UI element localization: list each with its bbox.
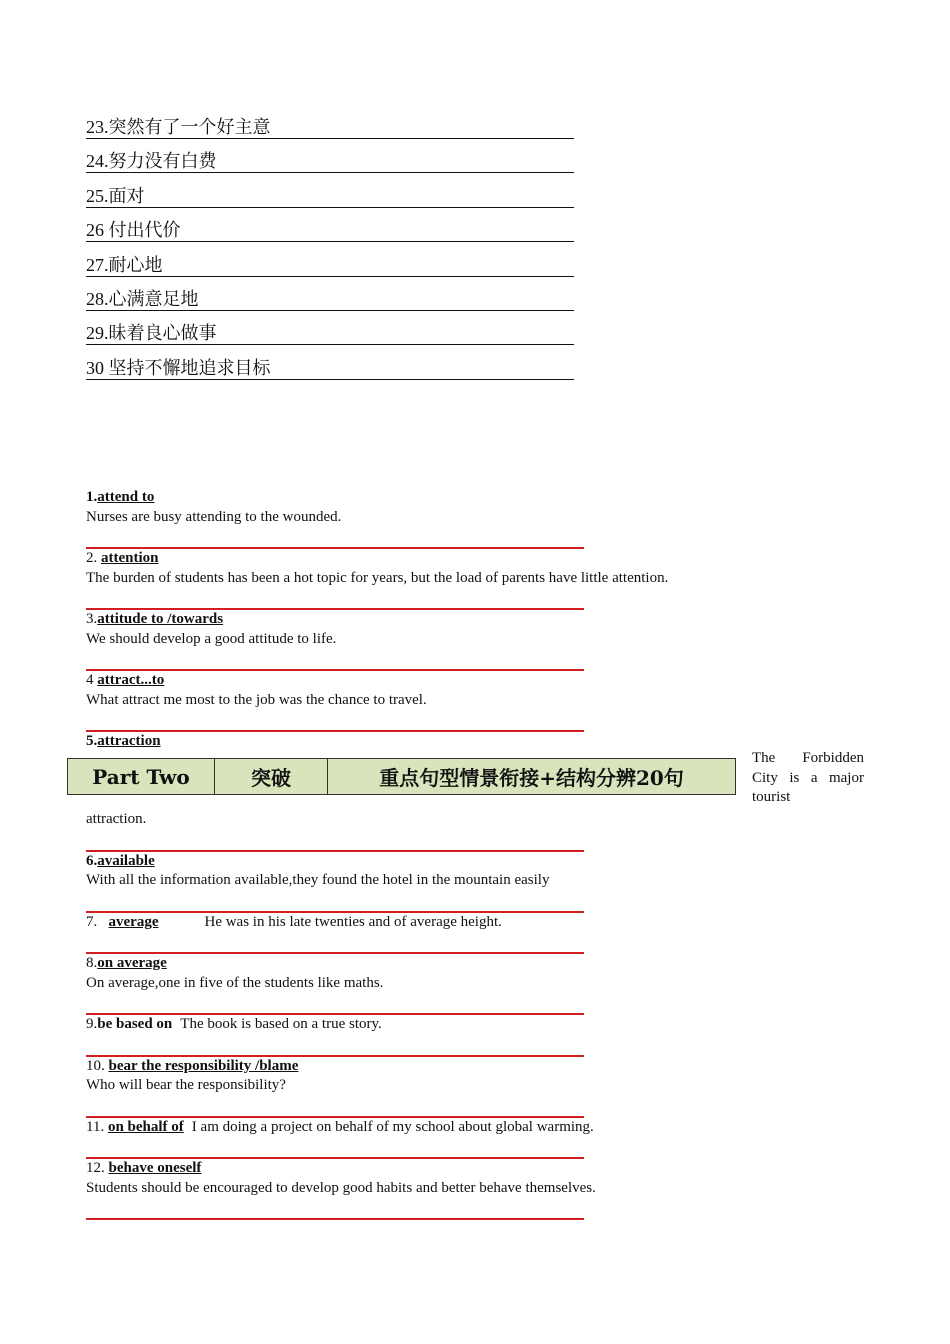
section-banner bbox=[67, 758, 736, 795]
entry-term: be based on bbox=[97, 1016, 173, 1032]
answer-blank[interactable] bbox=[320, 150, 574, 173]
entry-example: The book is based on a true story. bbox=[180, 1016, 382, 1032]
entry-term: attract...to bbox=[97, 672, 165, 688]
phrase-label: 29.昧着良心做事 bbox=[86, 322, 320, 345]
entry-heading: 8.on average bbox=[86, 955, 167, 971]
entry-heading: 2. attention bbox=[86, 550, 159, 566]
entry-heading: 11. on behalf of I am doing a project on behalf of my school about global warming. bbox=[86, 1118, 594, 1135]
entry-example: Nurses are busy attending to the wounded. bbox=[86, 508, 342, 525]
vocab-entry-7 bbox=[86, 913, 766, 955]
phrase-row bbox=[86, 219, 586, 253]
entry-term: on behalf of bbox=[107, 1118, 184, 1135]
vocab-entry-9 bbox=[86, 1015, 766, 1057]
phrase-label: 23.突然有了一个好主意 bbox=[86, 116, 320, 139]
vocab-entry-3 bbox=[86, 610, 766, 671]
floating-text-box bbox=[752, 749, 864, 808]
entry-example: What attract me most to the job was the chance to travel. bbox=[86, 691, 427, 708]
entry-heading: 1.attend to bbox=[86, 489, 155, 505]
phrase-row bbox=[86, 116, 586, 150]
float-line: tourist bbox=[752, 789, 791, 805]
answer-blank[interactable] bbox=[320, 116, 574, 139]
float-line: The Forbidden bbox=[752, 750, 864, 766]
vocab-entry-4 bbox=[86, 671, 766, 732]
entry-heading: 10. bear the responsibility /blame bbox=[86, 1057, 299, 1074]
entry-term: attitude to /towards bbox=[97, 611, 224, 627]
entry-example: Who will bear the responsibility? bbox=[86, 1077, 286, 1093]
answer-blank[interactable] bbox=[320, 254, 574, 277]
vocab-entry-11 bbox=[86, 1118, 766, 1160]
entry-heading: 9.be based on The book is based on a true story. bbox=[86, 1016, 382, 1032]
entry-term: attraction bbox=[97, 733, 161, 749]
entry-term: bear the responsibility /blame bbox=[108, 1057, 299, 1074]
answer-blank[interactable] bbox=[320, 357, 574, 380]
entry-term: attend to bbox=[97, 489, 155, 505]
entry-heading: 7. average He was in his late twenties and of average height. bbox=[86, 913, 502, 930]
entry-term: available bbox=[97, 852, 155, 869]
vocab-entry-10 bbox=[86, 1057, 766, 1118]
vocab-entry-6 bbox=[86, 852, 766, 913]
entry-example: On average,one in five of the students like maths. bbox=[86, 974, 384, 991]
entry-term: behave oneself bbox=[108, 1160, 202, 1176]
entry-heading: 3.attitude to /towards bbox=[86, 611, 224, 627]
phrase-label: 25.面对 bbox=[86, 185, 320, 208]
entry-example: He was in his late twenties and of average height. bbox=[204, 913, 502, 930]
answer-line[interactable] bbox=[86, 1218, 584, 1220]
entry-example: attraction. bbox=[86, 811, 147, 827]
phrase-row bbox=[86, 357, 586, 391]
vocab-entry-12 bbox=[86, 1159, 766, 1220]
entry-example: I am doing a project on behalf of my school about global warming. bbox=[191, 1118, 594, 1135]
entry-example: The burden of students has been a hot topic for years, but the load of parents have little attention. bbox=[86, 569, 669, 586]
phrase-label: 30 坚持不懈地追求目标 bbox=[86, 357, 320, 380]
phrase-label: 27.耐心地 bbox=[86, 254, 320, 277]
entry-heading: 4 attract...to bbox=[86, 672, 165, 688]
float-line: City is a major bbox=[752, 769, 864, 786]
banner-part: Part Two bbox=[68, 759, 215, 794]
banner-topic: 重点句型情景衔接+结构分辨20句 bbox=[379, 766, 684, 790]
entry-term: average bbox=[108, 913, 159, 930]
phrase-row bbox=[86, 254, 586, 288]
vocab-entries bbox=[86, 488, 766, 1220]
vocab-entry-8 bbox=[86, 954, 766, 1015]
entry-example: With all the information available,they found the hotel in the mountain easily bbox=[86, 872, 550, 888]
vocab-entry-1 bbox=[86, 488, 766, 549]
phrase-row bbox=[86, 322, 586, 356]
entry-example: Students should be encouraged to develop good habits and better behave themselves. bbox=[86, 1179, 596, 1196]
banner-breakthrough: 突破 bbox=[215, 759, 328, 794]
phrase-label: 24.努力没有白费 bbox=[86, 150, 320, 173]
answer-blank[interactable] bbox=[320, 288, 574, 311]
answer-blank[interactable] bbox=[320, 322, 574, 345]
entry-heading: 12. behave oneself bbox=[86, 1160, 202, 1176]
phrase-row bbox=[86, 185, 586, 219]
phrase-row bbox=[86, 288, 586, 322]
entry-term: on average bbox=[97, 955, 167, 971]
phrase-row bbox=[86, 150, 586, 184]
answer-blank[interactable] bbox=[320, 185, 574, 208]
entry-heading: 6.available bbox=[86, 852, 155, 869]
answer-blank[interactable] bbox=[320, 219, 574, 242]
entry-term: attention bbox=[101, 550, 159, 566]
phrase-list bbox=[86, 116, 586, 391]
vocab-entry-2 bbox=[86, 549, 766, 610]
phrase-label: 28.心满意足地 bbox=[86, 288, 320, 311]
entry-example: We should develop a good attitude to life. bbox=[86, 630, 337, 647]
phrase-label: 26 付出代价 bbox=[86, 219, 320, 242]
entry-heading: 5.attraction bbox=[86, 733, 161, 749]
